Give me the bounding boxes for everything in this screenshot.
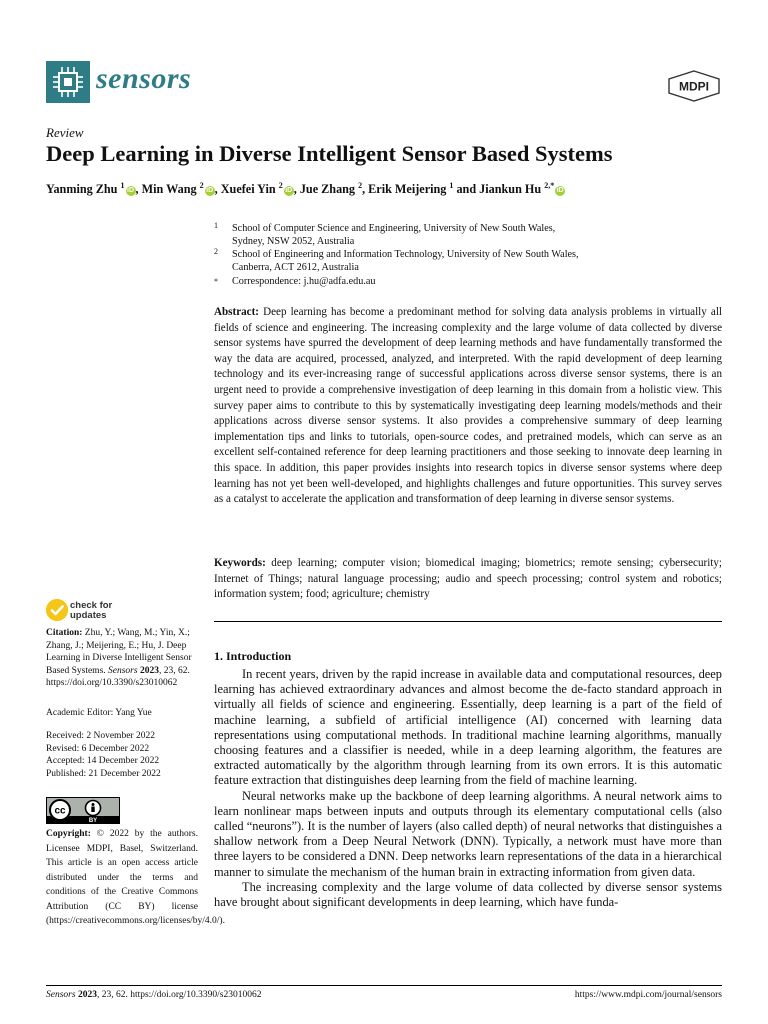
abstract [214, 305, 722, 508]
revised-date: Revised: 6 December 2022 [46, 743, 150, 754]
author-name: Xuefei Yin [220, 182, 279, 197]
correspondence: Correspondence: j.hu@adfa.edu.au [232, 276, 376, 287]
author-affiliation-mark: 2 [278, 181, 283, 190]
citation: Citation: Zhu, Y.; Wang, M.; Yin, X.; Zhang, J.; Meijering, E.; Hu, J. Deep Learning in Diverse Intelligent Sensor Based Systems. Sensors 2023, 23, 62. https://doi.org/10.3390/s23010062 [46, 628, 192, 689]
footer-journal-link[interactable]: https://www.mdpi.com/journal/sensors [574, 990, 722, 1000]
abstract-label: Abstract: [214, 306, 259, 318]
author-name: Jue Zhang [299, 182, 359, 197]
footer-citation: Sensors 2023, 23, 62. https://doi.org/10.3390/s23010062 [46, 990, 262, 1000]
paragraph: Neural networks make up the backbone of deep learning algorithms. A neural network aims to learn nonlinear maps between inputs and outputs through its elementary computational cells (also called “neurons”). It is the number of layers (also called depth) of neural networks that distinguishes a shallow network from a Deep Neural Network (DNN). Typically, a network must have more than three layers to be considered a DNN. Deep networks learn representations of the data in a hierarchical manner to simulate the mechanism of the human brain in extracting information from given data. [214, 788, 722, 879]
author-affiliation-mark: 2,* [544, 181, 555, 190]
author-name: Yanming Zhu [46, 182, 121, 197]
author-affiliation-mark: 1 [449, 181, 454, 190]
affiliation-1: School of Computer Science and Engineering, University of New South Wales, Sydney, NSW 2052, Australia [232, 223, 556, 247]
author-name: Jiankun Hu [479, 182, 545, 197]
author-name: Erik Meijering [368, 182, 450, 197]
section-heading: 1. Introduction [214, 649, 292, 663]
academic-editor: Academic Editor: Yang Yue [46, 708, 152, 718]
author-list: Yanming Zhu $^1$iD , Min Wang $^2$iD , Xuefei Yin $^2$iD , Jue Zhang $^2$, Erik Meijering $^1$ and Jiankun Hu $^{2,*}$iD [46, 181, 564, 197]
keywords [214, 556, 722, 603]
published-date: Published: 21 December 2022 [46, 768, 161, 779]
affiliation-marker: 1 [214, 221, 218, 230]
abstract-text: Deep learning has become a predominant method for solving data analysis problems in virtually all fields of science and engineering. The increasing complexity and the large volume of data collected by diverse sensor systems have spurred the development of deep learning methods and have fundamentally transformed the way the data are acquired, processed, analyzed, and interpreted. With the rapid development of deep learning technology and its ever-increasing range of successful applications across diverse sensor systems, there is an urgent need to provide a comprehensive investigation of deep learning in this domain from a holistic view. This survey paper aims to contribute to this by systematically investigating deep learning models/methods and their applications across diverse sensor systems. It also provides a comprehensive summary of deep learning implementation tips and links to tutorials, open-source codes, and pretrained models, which can serve as an excellent self-contained reference for deep learning practitioners and those seeking to innovate deep learning in this space. In addition, this paper provides insights into research topics in diverse sensor systems where deep learning has not yet been well-developed, and highlights challenges and future opportunities. This survey serves as a catalyst to accelerate the application and transformation of deep learning in diverse sensor systems. [214, 306, 722, 506]
accepted-date: Accepted: 14 December 2022 [46, 756, 160, 767]
svg-text:BY: BY [88, 818, 98, 823]
keywords-label: Keywords: [214, 557, 266, 569]
publication-dates [46, 730, 198, 780]
orcid-icon[interactable]: iD [127, 187, 135, 195]
orcid-icon[interactable]: iD [285, 187, 293, 195]
footer-divider [46, 985, 722, 986]
author-affiliation-mark: 1 [120, 181, 125, 190]
author-affiliation-mark: 2 [199, 181, 204, 190]
paragraph: The increasing complexity and the large volume of data collected by diverse sensor systems have brought about significant developments in deep learning, which have funda- [214, 879, 722, 910]
author-name: Min Wang [141, 182, 200, 197]
check-updates-icon [46, 599, 68, 621]
affiliation-marker: 2 [214, 247, 218, 256]
svg-text:cc: cc [54, 805, 66, 817]
cc-license-badge[interactable] [46, 797, 120, 824]
author-affiliation-mark: 2 [358, 181, 363, 190]
article-type: Review [46, 125, 84, 140]
svg-text:MDPI: MDPI [679, 79, 709, 94]
mdpi-logo-icon [667, 70, 721, 102]
journal-name: sensors [96, 62, 192, 95]
correspondence-marker: * [214, 277, 218, 286]
check-for-updates-button[interactable]: check for updates [46, 599, 146, 623]
affiliation-2: School of Engineering and Information Technology, University of New South Wales, Canberra, ACT 2612, Australia [232, 249, 579, 273]
keywords-text: deep learning; computer vision; biomedical imaging; biometrics; remote sensing; cybersecurity; Internet of Things; natural language processing; audio and speech processing; control system and robotics; information system; food; agriculture; chemistry [214, 557, 722, 601]
paragraph: In recent years, driven by the rapid increase in available data and computational resources, deep learning has achieved extraordinary advances and almost become the de-facto standard approach in virtually all fields of science and engineering. Essentially, deep learning is a part of the field of machine learning, a subfield of artificial intelligence (AI) concerned with learning data representations using computational methods. In traditional machine learning algorithms, manually choosing features and a classifier is needed, while in a deep learning algorithm, the features are extracted automatically by the algorithm through learning from its own errors. It is this automatic feature extraction that distinguishes deep learning from the field of machine learning. [214, 667, 722, 788]
introduction-body [214, 667, 722, 910]
orcid-icon[interactable]: iD [206, 187, 214, 195]
article-title: Deep Learning in Diverse Intelligent Sensor Based Systems [46, 141, 613, 166]
section-divider [214, 621, 722, 622]
journal-logo [46, 61, 90, 103]
chip-icon [46, 61, 90, 103]
publisher-logo [667, 70, 721, 102]
copyright-notice: Copyright: © 2022 by the authors. Licensee MDPI, Basel, Switzerland. This article is an open access article distributed under the terms and conditions of the Creative Commons Attribution (CC BY) license (https://creativecommons.org/licenses/by/4.0/). [46, 829, 225, 926]
received-date: Received: 2 November 2022 [46, 731, 155, 741]
orcid-icon[interactable]: iD [556, 187, 564, 195]
